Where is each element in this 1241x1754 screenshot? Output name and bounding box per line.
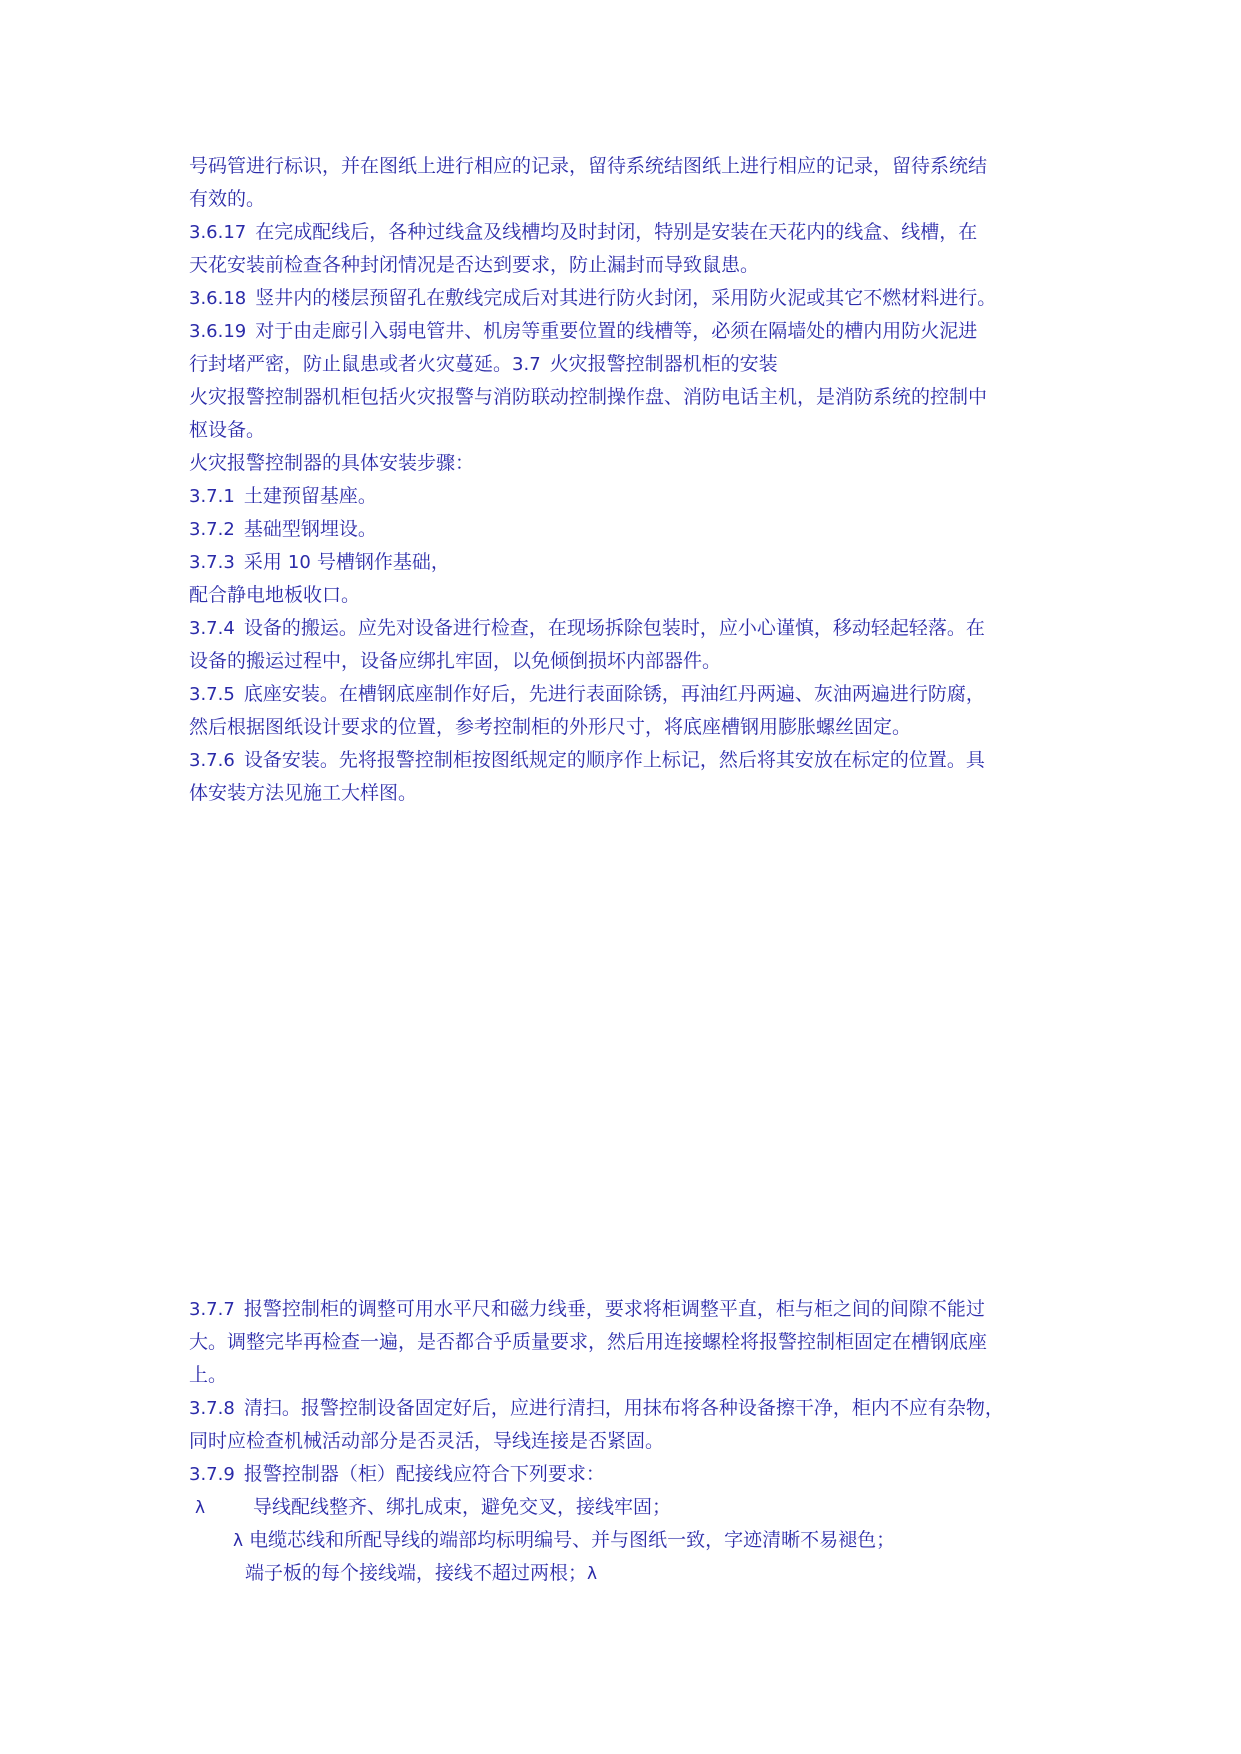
clause-text: 竖井内的楼层预留孔在敷线完成后对其进行防火封闭，采用防火泥或其它不燃材料进行。 [255, 287, 997, 309]
clause-number: 3.6.18 [189, 288, 247, 309]
clause-3-7-1 [189, 480, 1059, 513]
clause-3-7-4-cont: 设备的搬运过程中，设备应绑扎牢固，以免倾倒损坏内部器件。 [189, 650, 722, 672]
clause-text: 基础型钢埋设。 [243, 518, 377, 540]
clause-number: 3.7.1 [189, 486, 235, 507]
top-text-block [189, 150, 1059, 810]
clause-text: 采用 [243, 551, 282, 573]
clause-3-7-6 [189, 744, 1059, 777]
intro-line: 火灾报警控制器机柜包括火灾报警与消防联动控制操作盘、消防电话主机，是消防系统的控制中 [189, 386, 988, 408]
paragraph-line: 有效的。 [189, 188, 266, 210]
list-item-text: 电缆芯线和所配导线的端部均标明编号、并与图纸一致，字迹清晰不易褪色； [249, 1529, 896, 1551]
clause-3-7-4 [189, 612, 1059, 645]
clause-number: 3.7.5 [189, 684, 235, 705]
clause-3-6-17 [189, 216, 1059, 249]
clause-3-7-3 [189, 546, 1059, 579]
clause-3-7-8 [189, 1392, 1059, 1425]
clause-number: 3.6.17 [189, 222, 247, 243]
clause-3-7-5 [189, 678, 1059, 711]
clause-number: 3.7.4 [189, 618, 235, 639]
paragraph-line: 号码管进行标识，并在图纸上进行相应的记录，留待系统结图纸上进行相应的记录，留待系统结 [189, 155, 988, 177]
clause-3-7-9 [189, 1458, 1059, 1491]
list-item [189, 1557, 1059, 1590]
clause-3-6-19-cont [189, 348, 1059, 381]
clause-text: 对于由走廊引入弱电管井、机房等重要位置的线槽等，必须在隔墙处的槽内用防火泥进 [255, 320, 978, 342]
clause-number: 3.7.8 [189, 1398, 235, 1419]
list-item [189, 1491, 1059, 1524]
clause-number: 3.7.9 [189, 1464, 235, 1485]
clause-3-7-8-cont: 同时应检查机械活动部分是否灵活，导线连接是否紧固。 [189, 1430, 665, 1452]
clause-number: 3.7.7 [189, 1299, 235, 1320]
intro-line: 枢设备。 [189, 419, 266, 441]
clause-3-6-17-cont: 天花安装前检查各种封闭情况是否达到要求，防止漏封而导致鼠患。 [189, 254, 760, 276]
section-number: 3.7 [512, 354, 541, 375]
clause-3-7-7 [189, 1293, 1059, 1326]
clause-text: 报警控制柜的调整可用水平尺和磁力线垂，要求将柜调整平直，柜与柜之间的间隙不能过 [243, 1298, 985, 1320]
channel-size-number: 10 [287, 552, 311, 573]
clause-3-7-7-cont: 大。调整完毕再检查一遍，是否都合乎质量要求，然后用连接螺栓将报警控制柜固定在槽钢底座 [189, 1331, 988, 1353]
clause-text: 清扫。报警控制设备固定好后，应进行清扫，用抹布将各种设备擦干净，柜内不应有杂物， [243, 1397, 1004, 1419]
clause-text: 号槽钢作基础， [316, 551, 450, 573]
list-item-text: 导线配线整齐、绑扎成束，避免交叉，接线牢固； [253, 1496, 672, 1518]
bullet-symbol: λ [233, 1531, 244, 1551]
clause-text: 报警控制器（柜）配接线应符合下列要求： [243, 1463, 605, 1485]
bottom-text-block [189, 1293, 1059, 1590]
clause-3-7-7-cont: 上。 [189, 1364, 228, 1386]
clause-3-6-19 [189, 315, 1059, 348]
clause-text: 在完成配线后，各种过线盒及线槽均及时封闭，特别是安装在天花内的线盒、线槽，在 [255, 221, 978, 243]
bullet-symbol: λ [195, 1498, 206, 1518]
clause-number: 3.7.6 [189, 750, 235, 771]
clause-number: 3.7.3 [189, 552, 235, 573]
clause-text: 设备安装。先将报警控制柜按图纸规定的顺序作上标记，然后将其安放在标定的位置。具 [243, 749, 985, 771]
bullet-symbol: λ [587, 1564, 598, 1584]
list-item [189, 1524, 1059, 1557]
clause-3-7-6-cont: 体安装方法见施工大样图。 [189, 782, 418, 804]
clause-text: 底座安装。在槽钢底座制作好后，先进行表面除锈，再油红丹两遍、灰油两遍进行防腐， [243, 683, 985, 705]
clause-number: 3.6.19 [189, 321, 247, 342]
clause-number: 3.7.2 [189, 519, 235, 540]
clause-3-7-5-cont: 然后根据图纸设计要求的位置，参考控制柜的外形尺寸，将底座槽钢用膨胀螺丝固定。 [189, 716, 912, 738]
clause-text: 行封堵严密，防止鼠患或者火灾蔓延。 [189, 353, 513, 375]
clause-3-6-18 [189, 282, 1059, 315]
clause-3-7-2 [189, 513, 1059, 546]
section-heading: 火灾报警控制器机柜的安装 [549, 353, 778, 375]
list-item-text: 端子板的每个接线端，接线不超过两根； [245, 1562, 588, 1584]
clause-text: 设备的搬运。应先对设备进行检查，在现场拆除包装时，应小心谨慎，移动轻起轻落。在 [243, 617, 985, 639]
clause-text: 土建预留基座。 [243, 485, 377, 507]
steps-title: 火灾报警控制器的具体安装步骤： [189, 452, 475, 474]
clause-3-7-3-cont: 配合静电地板收口。 [189, 584, 361, 606]
